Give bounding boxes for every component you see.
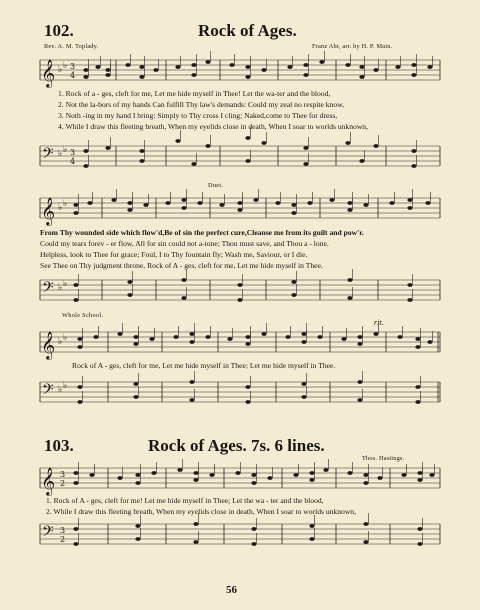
svg-text:♭: ♭ [63, 61, 68, 71]
svg-text:𝄢: 𝄢 [42, 279, 54, 300]
svg-text:4: 4 [70, 71, 76, 80]
svg-text:𝄞: 𝄞 [41, 197, 56, 225]
hymn-102-verse-2: 2. Not the la-bors of my hands Can fulfill Thy law's demands: Could my zeal no respite know, [58, 100, 345, 109]
svg-text:𝄞: 𝄞 [41, 331, 56, 359]
svg-text:4: 4 [70, 157, 76, 166]
svg-text:♭: ♭ [58, 337, 63, 347]
whole-school-label: Whole School. [62, 312, 104, 319]
hymn-102-verse-3: 3. Noth -ing in my hand I bring: Simply to Thy cross I cling; Naked,come to Thee for dress, [58, 111, 338, 120]
svg-text:3: 3 [70, 148, 76, 157]
system-3-treble-staff [0, 322, 480, 360]
system-1-treble-staff [0, 54, 480, 88]
hymn-103-number: 103. [44, 436, 74, 455]
hymn-102-verse-4: 4. While I draw this fleeting breath, When my eyelids close in death, When I soar to worlds unknown, [58, 122, 369, 131]
page-number: 56 [226, 584, 237, 596]
svg-text:♭: ♭ [63, 381, 68, 391]
duet-verse-1: From Thy wounded side which flow'd,Be of sin the perfect cure,Cleanse me from its guilt and pow'r. [40, 228, 364, 237]
svg-text:2: 2 [60, 535, 66, 544]
duet-verse-4: See Thee on Thy judgment throne, Rock of A - ges, cleft for me, Let me hide myself in Thee. [40, 261, 323, 270]
svg-text:3: 3 [60, 470, 66, 479]
system-1-bass-staff [0, 134, 480, 178]
hymn-103-title: Rock of Ages. 7s. 6 lines. [148, 436, 325, 455]
hymn-103-verse-2: 2. While I draw this fleeting breath, When my eyelids close in death, When I soar to worlds unknown, [46, 507, 357, 516]
hymn-103-verse-1: 1. Rock of A - ges, cleft for me! Let me hide myself in Thee; Let the wa - ter and the blood, [46, 496, 324, 505]
svg-text:𝄢: 𝄢 [42, 145, 54, 166]
system-3-bass-staff [0, 370, 480, 414]
svg-text:3: 3 [70, 62, 76, 71]
whole-school-verse: Rock of A - ges, cleft for me, Let me hide myself in Thee; Let me hide myself in Thee. [72, 361, 336, 370]
system-2-treble-staff [0, 190, 480, 226]
hymn-102-composer: Franz Abt, arr. by H. P. Main. [312, 43, 393, 50]
svg-text:𝄞: 𝄞 [41, 467, 56, 495]
hymn-103-composer: Thos. Hastings. [362, 455, 405, 462]
svg-text:♭: ♭ [58, 283, 63, 293]
hymn-103-bass-staff [0, 514, 480, 558]
duet-verse-2: Could my tears forev - er flow, All for sin could not a-tone; Thou must save, and Thou a - lone. [40, 239, 329, 248]
svg-text:𝄢: 𝄢 [42, 381, 54, 402]
hymn-102-author: Rev. A. M. Toplady. [44, 43, 99, 50]
hymn-102-number: 102. [44, 21, 74, 40]
hymn-103-treble-staff [0, 462, 480, 496]
duet-label: Duet. [208, 182, 224, 189]
svg-text:𝄢: 𝄢 [42, 523, 54, 544]
hymn-102-title: Rock of Ages. [198, 21, 297, 40]
svg-text:♭: ♭ [63, 199, 68, 209]
svg-text:𝄞: 𝄞 [41, 59, 56, 87]
svg-text:2: 2 [60, 479, 66, 488]
ritardando-mark: rit. [374, 318, 384, 327]
duet-verse-3: Helpless, look to Thee for grace; Foul, I to Thy fountain fly; Wash me, Saviour, or I die. [40, 250, 308, 259]
hymn-102-verse-1: 1. Rock of a - ges, cleft for me, Let me hide myself in Thee! Let the wa-ter and the blood, [58, 89, 331, 98]
svg-text:♭: ♭ [58, 149, 63, 159]
svg-text:♭: ♭ [58, 385, 63, 395]
svg-text:♭: ♭ [58, 65, 63, 75]
svg-text:♭: ♭ [58, 203, 63, 213]
svg-text:3: 3 [60, 526, 66, 535]
svg-text:♭: ♭ [63, 333, 68, 343]
system-2-bass-staff [0, 268, 480, 312]
svg-text:♭: ♭ [63, 279, 68, 289]
svg-text:♭: ♭ [63, 145, 68, 155]
